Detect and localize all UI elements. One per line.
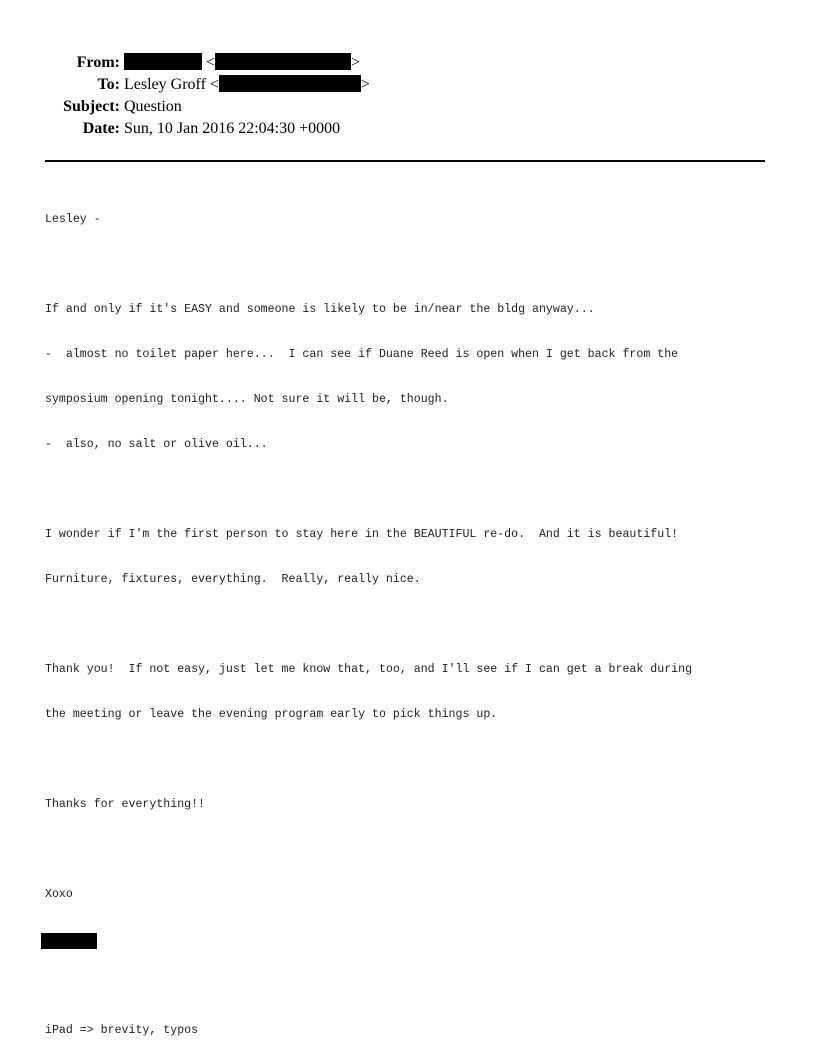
redacted-sender-name [124,53,202,70]
to-close-bracket: > [360,76,370,93]
from-open-bracket: < [206,54,216,71]
header-divider [45,160,765,162]
from-value [124,52,360,74]
greeting: Lesley - [45,213,101,226]
paragraph-1-line-4: - also, no salt or olive oil... [45,438,268,451]
redacted-sender-email [215,53,351,70]
paragraph-1-line-2: - almost no toilet paper here... I can see if Duane Reed is open when I get back from the [45,348,679,361]
footer-line: iPad => brevity, typos [45,1024,199,1037]
to-value [124,74,370,96]
subject-label: Subject: [63,98,120,115]
signoff: Xoxo [45,888,73,901]
redacted-recipient-email [219,75,361,92]
thanks-line: Thanks for everything!! [45,798,206,811]
paragraph-3-line-2: the meeting or leave the evening program early to pick things up. [45,708,498,721]
redacted-signature [41,933,97,949]
paragraph-2-line-1: I wonder if I'm the first person to stay here in the BEAUTIFUL re-do. And it is beautiful! [45,528,679,541]
date-value: Sun, 10 Jan 2016 22:04:30 +0000 [124,120,341,137]
paragraph-3-line-1: Thank you! If not easy, just let me know that, too, and I'll see if I can get a break during [45,663,693,676]
paragraph-1-line-1: If and only if it's EASY and someone is likely to be in/near the bldg anyway... [45,303,595,316]
to-name: Lesley Groff < [124,76,219,93]
paragraph-1-line-3: symposium opening tonight.... Not sure it will be, though. [45,393,449,406]
email-body [45,182,785,1053]
subject-value: Question [124,98,182,115]
from-label: From: [76,54,120,71]
paragraph-2-line-2: Furniture, fixtures, everything. Really, really nice. [45,573,421,586]
to-label: To: [97,76,120,93]
date-label: Date: [82,120,120,137]
from-close-bracket: > [351,54,361,71]
